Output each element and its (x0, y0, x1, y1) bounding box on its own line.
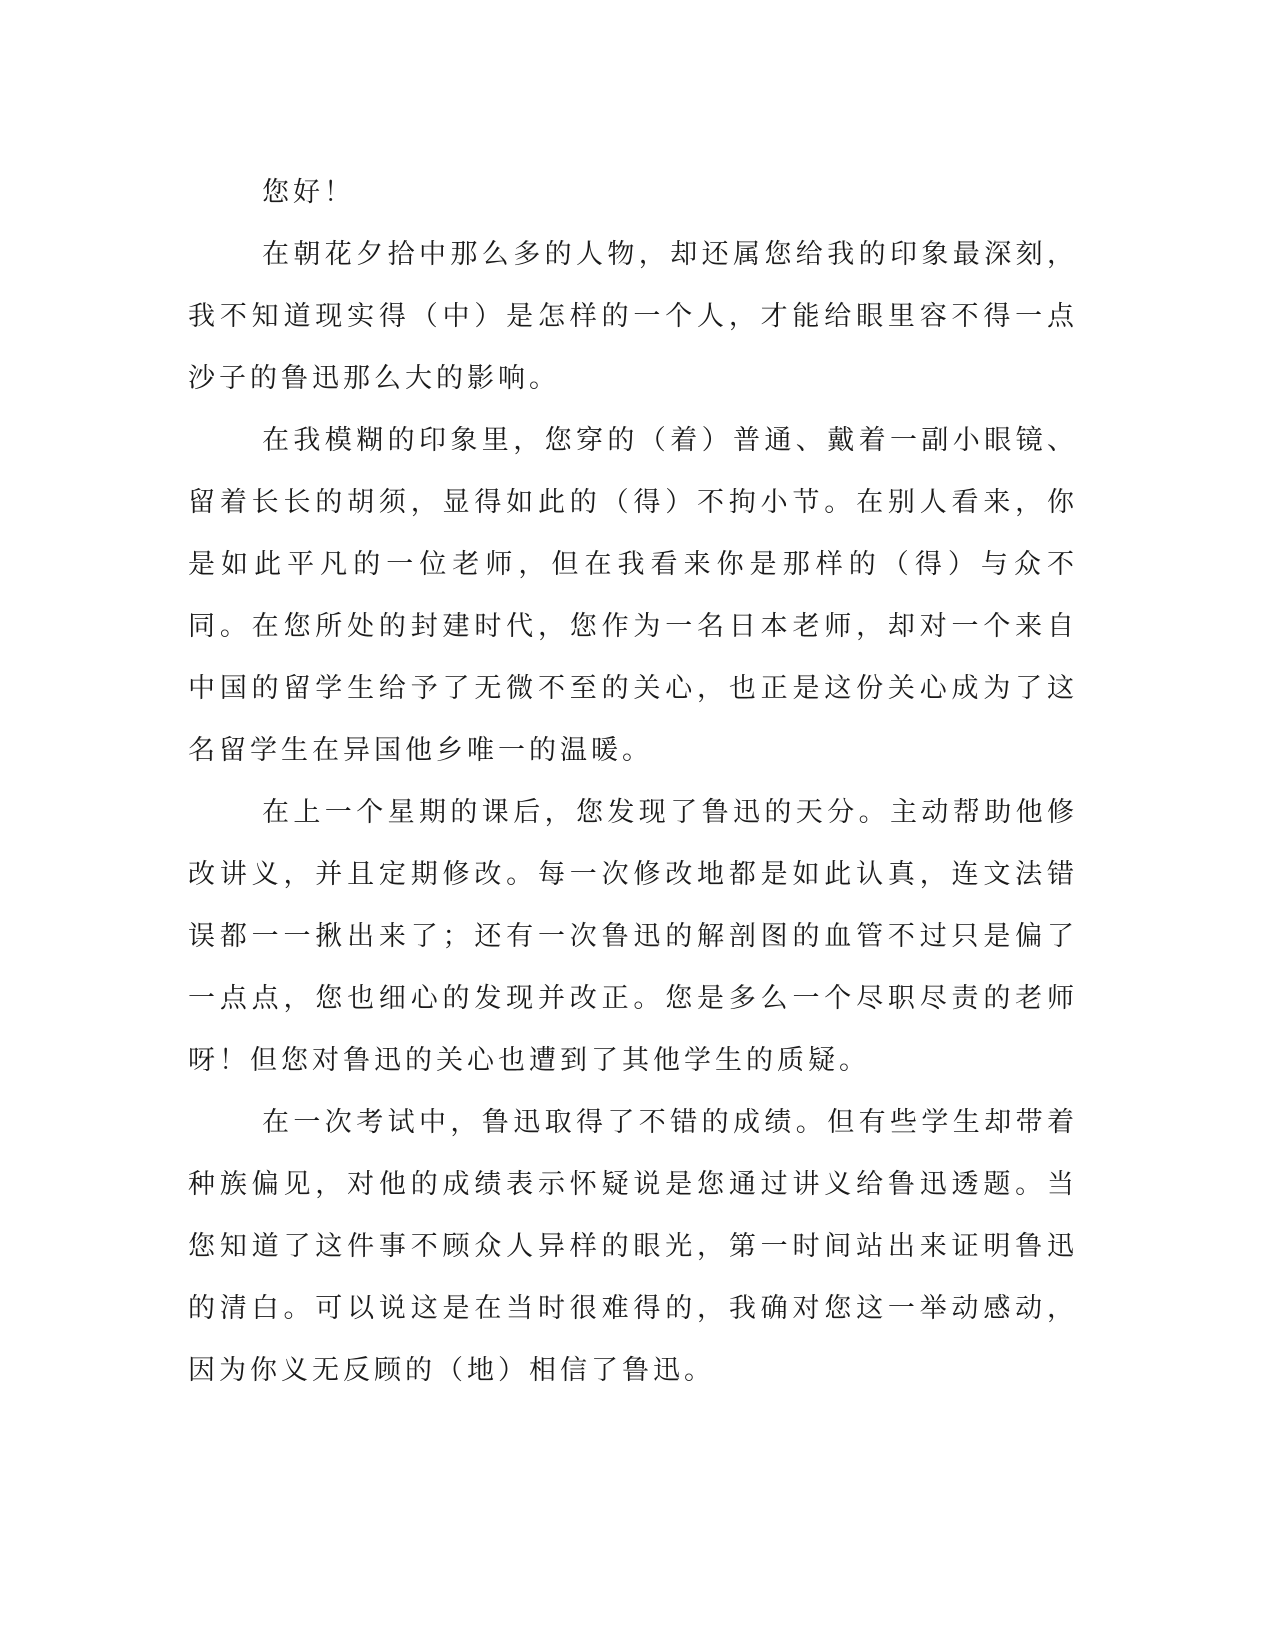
salutation: 您好！ (262, 177, 355, 208)
letter-body (188, 162, 1078, 1402)
paragraph-4: 在一次考试中，鲁迅取得了不错的成绩。但有些学生却带着种族偏见，对他的成绩表示怀疑说是您通过讲义给鲁迅透题。当您知道了这件事不顾众人异样的眼光，第一时间站出来证明鲁迅的清白。可以说这是在当时很难得的，我确对您这一举动感动，因为你义无反顾的（地）相信了鲁迅。 (188, 1107, 1078, 1386)
paragraph-3: 在上一个星期的课后，您发现了鲁迅的天分。主动帮助他修改讲义，并且定期修改。每一次修改地都是如此认真，连文法错误都一一揪出来了；还有一次鲁迅的解剖图的血管不过只是偏了一点点，您也细心的发现并改正。您是多么一个尽职尽责的老师呀！但您对鲁迅的关心也遭到了其他学生的质疑。 (188, 797, 1078, 1076)
paragraph-2: 在我模糊的印象里，您穿的（着）普通、戴着一副小眼镜、留着长长的胡须，显得如此的（得）不拘小节。在别人看来，你是如此平凡的一位老师，但在我看来你是那样的（得）与众不同。在您所处的封建时代，您作为一名日本老师，却对一个来自中国的留学生给予了无微不至的关心，也正是这份关心成为了这名留学生在异国他乡唯一的温暖。 (188, 425, 1078, 766)
paragraph-1: 在朝花夕拾中那么多的人物，却还属您给我的印象最深刻，我不知道现实得（中）是怎样的一个人，才能给眼里容不得一点沙子的鲁迅那么大的影响。 (188, 239, 1078, 394)
